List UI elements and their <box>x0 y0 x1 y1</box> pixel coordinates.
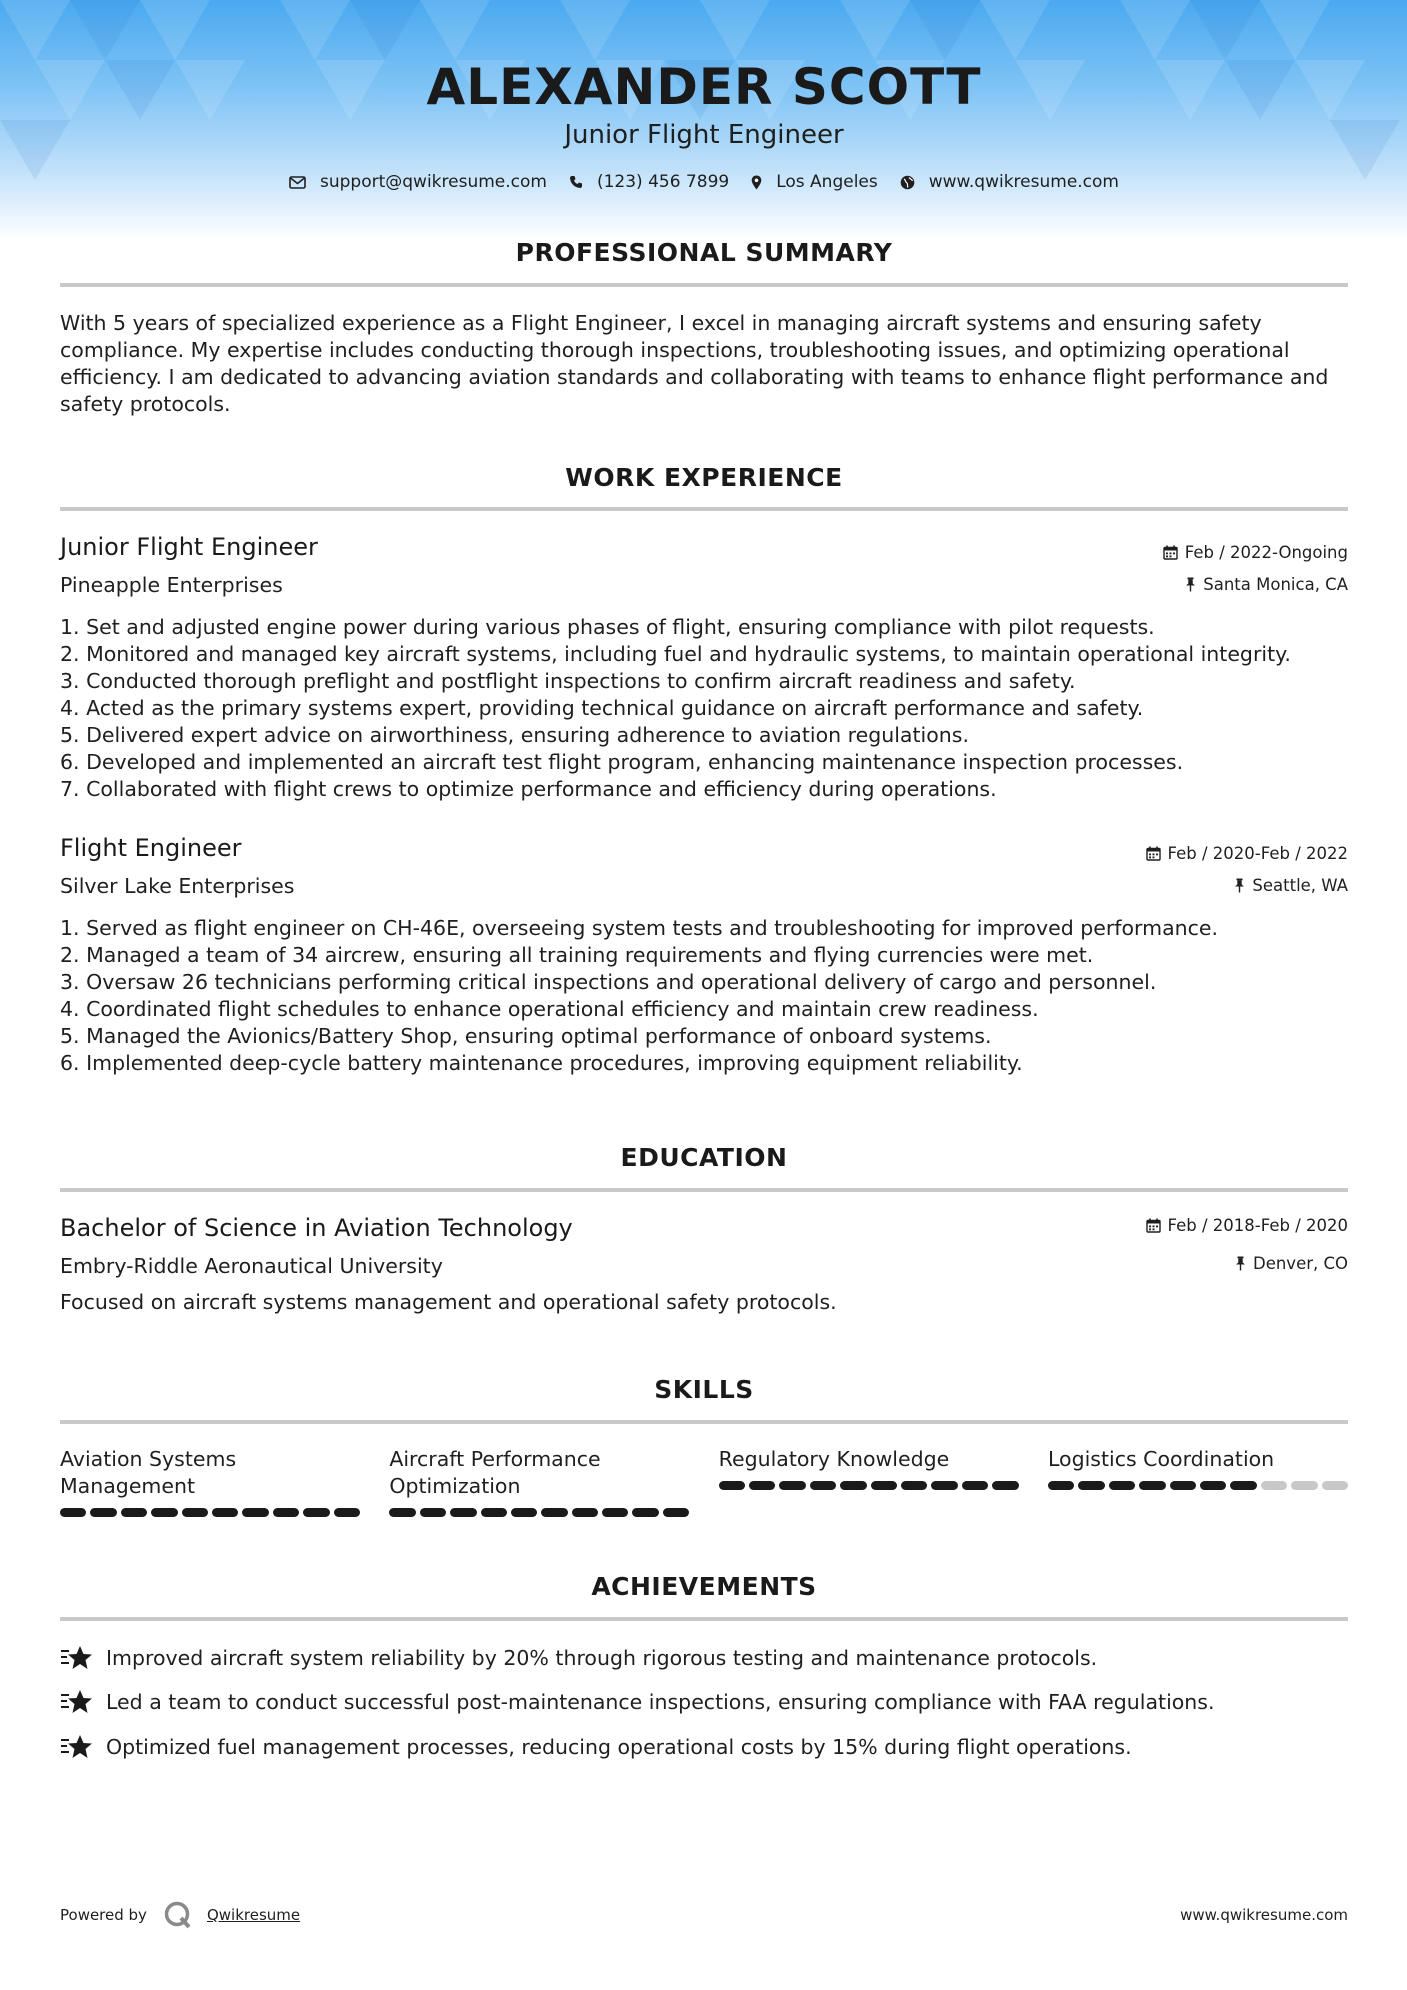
skill-level-segment <box>840 1481 866 1490</box>
job-dates <box>1146 844 1348 863</box>
achievement-item <box>60 1645 1348 1671</box>
skill-level-segment <box>334 1508 360 1517</box>
skill-level-segment <box>420 1508 446 1517</box>
section-divider <box>60 1188 1348 1192</box>
skill-level-segment <box>632 1508 658 1517</box>
skill-level-segment <box>121 1508 147 1517</box>
list-item: 6. Developed and implemented an aircraft test flight program, enhancing maintenance inspection processes. <box>60 750 1184 774</box>
email-text: support@qwikresume.com <box>320 172 547 192</box>
school-name: Embry-Riddle Aeronautical University <box>60 1254 443 1278</box>
skill-level-segment <box>182 1508 208 1517</box>
job-title: Flight Engineer <box>60 834 242 862</box>
list-item: 3. Oversaw 26 technicians performing critical inspections and operational delivery of cargo and personnel. <box>60 970 1157 994</box>
achievement-text: Improved aircraft system reliability by 20% through rigorous testing and maintenance protocols. <box>106 1646 1098 1670</box>
map-pin-icon <box>751 175 762 190</box>
section-title-summary: PROFESSIONAL SUMMARY <box>515 238 893 267</box>
skill-level-segment <box>481 1508 507 1517</box>
list-item: 7. Collaborated with flight crews to optimize performance and efficiency during operations. <box>60 777 997 801</box>
qwikresume-logo-icon <box>163 1900 193 1930</box>
star-badge-icon <box>60 1645 94 1671</box>
job-dates <box>1163 543 1348 562</box>
skill-item <box>389 1446 689 1517</box>
summary-text: With 5 years of specialized experience as a Flight Engineer, I excel in managing aircraft systems and ensuring safety compliance. My expertise includes conducting thorough inspections, troubleshooting issues, and optimizing operational efficiency. I am dedicated to advancing aviation standards and collaborating with teams to enhance flight performance and safety protocols. <box>60 311 1329 416</box>
list-item: 2. Monitored and managed key aircraft systems, including fuel and hydraulic systems, to maintain operational integrity. <box>60 642 1291 666</box>
phone-icon <box>569 175 583 189</box>
education-location <box>1235 1254 1348 1273</box>
list-item: 4. Acted as the primary systems expert, providing technical guidance on aircraft performance and safety. <box>60 696 1144 720</box>
skill-level-segment <box>90 1508 116 1517</box>
contact-location <box>751 172 878 192</box>
list-item: 1. Served as flight engineer on CH-46E, overseeing system tests and troubleshooting for improved performance. <box>60 916 1219 940</box>
contact-email[interactable] <box>289 172 547 192</box>
job-dates-text: Feb / 2020-Feb / 2022 <box>1167 844 1348 863</box>
skill-level-segment <box>303 1508 329 1517</box>
job-bullets <box>60 915 1348 1077</box>
calendar-icon <box>1146 1218 1161 1233</box>
brand-link[interactable]: Qwikresume <box>206 1906 301 1924</box>
job-title: Junior Flight Engineer <box>60 533 318 561</box>
skill-level-segment <box>572 1508 598 1517</box>
skill-level-segment <box>242 1508 268 1517</box>
skill-level-segment <box>931 1481 957 1490</box>
skill-level-segment <box>1078 1481 1104 1490</box>
skill-level-segment <box>779 1481 805 1490</box>
contact-phone[interactable] <box>569 172 729 192</box>
education-location-text: Denver, CO <box>1252 1254 1348 1273</box>
powered-by-text: Powered by <box>60 1906 147 1924</box>
skill-level-segment <box>1170 1481 1196 1490</box>
pushpin-icon <box>1234 878 1245 893</box>
section-divider <box>60 1617 1348 1621</box>
achievement-text: Led a team to conduct successful post-maintenance inspections, ensuring compliance with FAA regulations. <box>106 1690 1215 1714</box>
skill-level-segment <box>511 1508 537 1517</box>
globe-icon <box>900 175 915 190</box>
section-divider <box>60 1420 1348 1424</box>
skill-level-segment <box>1291 1481 1317 1490</box>
education-dates <box>1146 1216 1348 1235</box>
skill-level-segment <box>901 1481 927 1490</box>
contact-bar <box>60 172 1348 192</box>
contact-website[interactable] <box>900 172 1119 192</box>
skill-level-segment <box>749 1481 775 1490</box>
skill-level-bar <box>389 1508 689 1517</box>
candidate-name: ALEXANDER SCOTT <box>426 58 982 116</box>
job-location-text: Santa Monica, CA <box>1203 575 1348 594</box>
job-location <box>1185 575 1348 594</box>
degree-title: Bachelor of Science in Aviation Technology <box>60 1214 573 1242</box>
skill-level-segment <box>212 1508 238 1517</box>
skill-level-segment <box>719 1481 745 1490</box>
section-divider <box>60 283 1348 287</box>
calendar-icon <box>1163 545 1178 560</box>
skill-level-segment <box>60 1508 86 1517</box>
skill-item <box>60 1446 360 1517</box>
star-badge-icon <box>60 1734 94 1760</box>
skill-level-bar <box>60 1508 360 1517</box>
footer-website[interactable]: www.qwikresume.com <box>1180 1906 1348 1924</box>
location-text: Los Angeles <box>776 172 878 192</box>
skill-level-bar <box>719 1481 1019 1490</box>
skill-level-bar <box>1048 1481 1348 1490</box>
section-title-experience: WORK EXPERIENCE <box>565 463 843 492</box>
star-badge-icon <box>60 1689 94 1715</box>
skill-level-segment <box>1322 1481 1348 1490</box>
skill-level-segment <box>273 1508 299 1517</box>
skill-level-segment <box>151 1508 177 1517</box>
skill-name: Logistics Coordination <box>1047 1447 1275 1471</box>
skills-list <box>60 1446 1348 1517</box>
skill-level-segment <box>992 1481 1018 1490</box>
list-item: 2. Managed a team of 34 aircrew, ensuring all training requirements and flying currencies were met. <box>60 943 1094 967</box>
job-bullets <box>60 614 1348 803</box>
skill-level-segment <box>450 1508 476 1517</box>
achievement-text: Optimized fuel management processes, reducing operational costs by 15% during flight operations. <box>106 1735 1132 1759</box>
skill-name: Aviation Systems Management <box>60 1447 237 1498</box>
list-item: 3. Conducted thorough preflight and postflight inspections to confirm aircraft readiness and safety. <box>60 669 1076 693</box>
envelope-icon <box>289 176 306 189</box>
company-name: Pineapple Enterprises <box>60 573 283 597</box>
pushpin-icon <box>1185 577 1196 592</box>
skill-level-segment <box>810 1481 836 1490</box>
achievement-item <box>60 1689 1348 1715</box>
skill-level-segment <box>1139 1481 1165 1490</box>
section-divider <box>60 507 1348 511</box>
skill-level-segment <box>389 1508 415 1517</box>
company-name: Silver Lake Enterprises <box>60 874 295 898</box>
job-dates-text: Feb / 2022-Ongoing <box>1184 543 1348 562</box>
list-item: 1. Set and adjusted engine power during various phases of flight, ensuring compliance with pilot requests. <box>60 615 1155 639</box>
skill-item <box>719 1446 1019 1517</box>
skill-level-segment <box>871 1481 897 1490</box>
education-description: Focused on aircraft systems management and operational safety protocols. <box>60 1290 837 1314</box>
skill-name: Regulatory Knowledge <box>718 1447 950 1471</box>
section-title-skills: SKILLS <box>654 1375 754 1404</box>
calendar-icon <box>1146 846 1161 861</box>
skill-level-segment <box>1230 1481 1256 1490</box>
skill-level-segment <box>541 1508 567 1517</box>
section-title-achievements: ACHIEVEMENTS <box>591 1572 817 1601</box>
skill-item <box>1048 1446 1348 1517</box>
pushpin-icon <box>1235 1256 1246 1271</box>
list-item: 5. Managed the Avionics/Battery Shop, ensuring optimal performance of onboard systems. <box>60 1024 992 1048</box>
skill-name: Aircraft Performance Optimization <box>389 1447 601 1498</box>
skill-level-segment <box>663 1508 689 1517</box>
skill-level-segment <box>1200 1481 1226 1490</box>
skill-level-segment <box>962 1481 988 1490</box>
job-location-text: Seattle, WA <box>1252 876 1348 895</box>
list-item: 5. Delivered expert advice on airworthiness, ensuring adherence to aviation regulations. <box>60 723 969 747</box>
footer-branding <box>60 1900 300 1930</box>
list-item: 6. Implemented deep-cycle battery maintenance procedures, improving equipment reliability. <box>60 1051 1023 1075</box>
education-dates-text: Feb / 2018-Feb / 2020 <box>1167 1216 1348 1235</box>
list-item: 4. Coordinated flight schedules to enhance operational efficiency and maintain crew readiness. <box>60 997 1039 1021</box>
job-location <box>1234 876 1348 895</box>
skill-level-segment <box>1048 1481 1074 1490</box>
skill-level-segment <box>1261 1481 1287 1490</box>
achievement-item <box>60 1734 1348 1760</box>
skill-level-segment <box>1109 1481 1135 1490</box>
skill-level-segment <box>602 1508 628 1517</box>
section-title-education: EDUCATION <box>620 1143 788 1172</box>
phone-text: (123) 456 7899 <box>596 172 730 192</box>
candidate-title: Junior Flight Engineer <box>564 120 844 150</box>
website-text: www.qwikresume.com <box>928 172 1119 192</box>
